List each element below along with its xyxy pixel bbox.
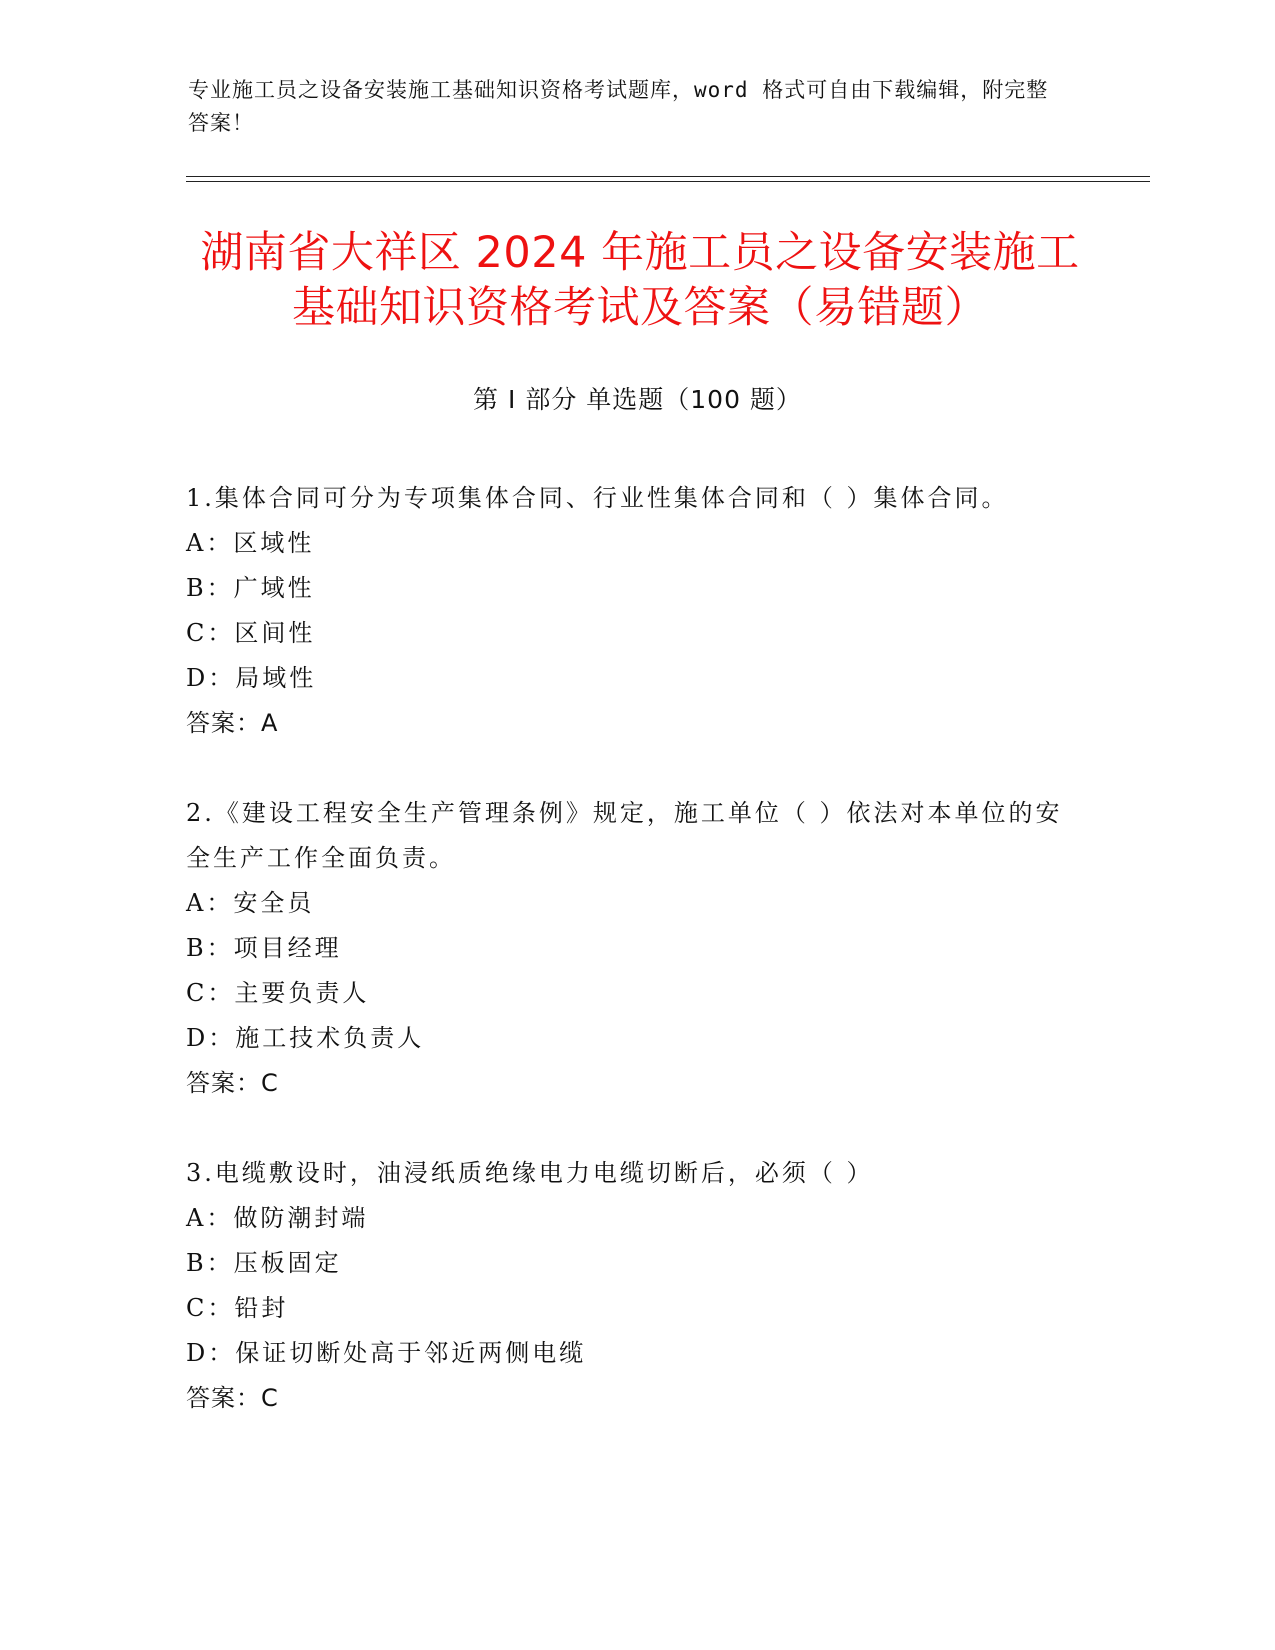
option-d: D：施工技术负责人 [186, 1024, 425, 1052]
option-d: D：保证切断处高于邻近两侧电缆 [186, 1339, 587, 1367]
question-1 [186, 476, 1086, 746]
option-c: C：区间性 [186, 619, 316, 647]
question-text: 1.集体合同可分为专项集体合同、行业性集体合同和（ ）集体合同。 [186, 484, 1009, 512]
option-b: B：压板固定 [186, 1249, 342, 1277]
question-list [186, 476, 1086, 1466]
question-3 [186, 1151, 1086, 1421]
answer-line: 答案：C [186, 1069, 279, 1097]
answer-line: 答案：A [186, 709, 279, 737]
header-note: 专业施工员之设备安装施工基础知识资格考试题库，word 格式可自由下载编辑，附完整答案！ [188, 78, 1049, 135]
option-a: A：安全员 [186, 889, 315, 917]
option-a: A：区域性 [186, 529, 315, 557]
answer-line: 答案：C [186, 1384, 279, 1412]
header-rule-top [186, 176, 1150, 177]
option-c: C：铅封 [186, 1294, 289, 1322]
question-text: 3.电缆敷设时，油浸纸质绝缘电力电缆切断后，必须（ ） [186, 1159, 874, 1187]
header-rule-bottom [186, 181, 1150, 182]
document-title: 湖南省大祥区 2024 年施工员之设备安装施工基础知识资格考试及答案（易错题） [200, 228, 1080, 333]
option-d: D：局域性 [186, 664, 317, 692]
option-a: A：做防潮封端 [186, 1204, 369, 1232]
question-2 [186, 791, 1086, 1106]
option-b: B：广域性 [186, 574, 315, 602]
section-heading: 第 I 部分 单选题（100 题） [473, 385, 802, 414]
option-c: C：主要负责人 [186, 979, 370, 1007]
question-text: 2.《建设工程安全生产管理条例》规定，施工单位（ ）依法对本单位的安全生产工作全面负责。 [186, 799, 1063, 872]
option-b: B：项目经理 [186, 934, 342, 962]
